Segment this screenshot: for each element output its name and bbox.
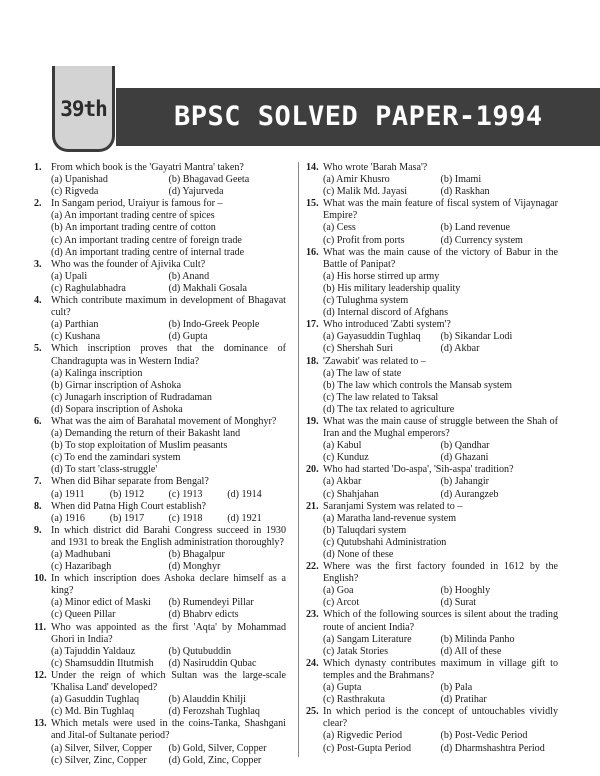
answer-options	[323, 476, 558, 500]
answer-option: (d) Ferozshah Tughlaq	[168, 706, 260, 718]
answer-option: (a) Kabul	[323, 440, 362, 452]
answer-option: (a) Parthian	[51, 319, 99, 331]
question-item	[306, 464, 558, 500]
answer-option: (c) 1918	[168, 512, 203, 524]
answer-option: (b) Qandhar	[440, 440, 490, 452]
answer-option: (d) Gold, Zinc, Copper	[168, 754, 262, 766]
answer-options	[323, 368, 558, 416]
answer-option: (a) Silver, Silver, Copper	[51, 742, 152, 754]
answer-options	[323, 271, 558, 319]
question-text: Which of the following sources is silent about the trading route of ancient India?	[323, 609, 558, 633]
answer-option: (c) Tulughma system	[323, 295, 409, 307]
question-text: What was the aim of Barahatal movement of Monghyr?	[51, 415, 277, 427]
answer-option: (d) Aurangzeb	[440, 488, 499, 500]
answer-options	[323, 585, 558, 609]
question-text: In which inscription does Ashoka declare himself as a king?	[51, 573, 286, 597]
answer-option: (c) Raghulabhadra	[51, 282, 126, 294]
answer-option: (c) Shahjahan	[323, 488, 379, 500]
answer-option: (c) Rigveda	[51, 186, 99, 198]
question-item	[34, 162, 286, 198]
answer-options	[51, 549, 286, 573]
question-text: Who wrote 'Barah Masa'?	[323, 162, 428, 173]
answer-options	[323, 440, 558, 464]
answer-options	[323, 730, 558, 754]
question-item	[34, 476, 286, 500]
question-text: Which dynasty contributes maximum in village gift to temples and the Brahmans?	[323, 657, 558, 681]
answer-option: (b) Gold, Silver, Copper	[168, 742, 267, 754]
answer-options	[51, 646, 286, 670]
answer-option: (c) Hazaribagh	[51, 561, 112, 573]
question-number: 19.	[306, 415, 319, 427]
answer-options	[51, 597, 286, 621]
question-number: 22.	[306, 561, 319, 573]
answer-option: (b) Bhagalpur	[168, 549, 225, 560]
answer-options	[51, 271, 286, 295]
question-item	[34, 670, 286, 718]
answer-option: (d) An important trading centre of internal trade	[51, 246, 245, 258]
answer-options	[51, 743, 286, 767]
answer-options	[51, 428, 286, 476]
question-number: 4.	[34, 295, 42, 307]
answer-option: (a) Upali	[51, 270, 88, 282]
question-item	[306, 658, 558, 706]
answer-option: (a) Gupta	[323, 682, 362, 694]
question-item	[34, 198, 286, 258]
answer-option: (b) His military leadership quality	[323, 282, 461, 294]
answer-option: (b) 1912	[109, 488, 145, 500]
left-question-column	[34, 162, 286, 767]
question-text: Saranjami System was related to –	[323, 500, 463, 512]
question-item	[34, 622, 286, 670]
answer-option: (b) Rumendeyi Pillar	[168, 597, 254, 609]
question-text: Which inscription proves that the dominance of Chandragupta was in Western India?	[51, 343, 286, 367]
answer-option: (d) To start 'class-struggle'	[51, 464, 158, 476]
answer-option: (c) Silver, Zinc, Copper	[51, 754, 147, 766]
answer-option: (c) An important trading centre of foreign trade	[51, 234, 242, 246]
question-text: What was the main feature of fiscal system of Vijaynagar Empire?	[323, 198, 558, 222]
answer-option: (d) 1921	[227, 512, 262, 524]
answer-option: (c) Arcot	[323, 597, 360, 609]
answer-option: (b) Sikandar Lodi	[440, 331, 513, 343]
answer-option: (a) Madhubani	[51, 549, 111, 560]
answer-options	[323, 222, 558, 246]
answer-option: (c) To end the zamindari system	[51, 452, 181, 464]
question-number: 2.	[34, 198, 42, 210]
question-item	[34, 573, 286, 621]
answer-option: (b) Anand	[168, 270, 210, 282]
question-number: 9.	[34, 524, 42, 536]
question-number: 10.	[34, 573, 47, 585]
question-number: 15.	[306, 198, 319, 210]
question-item	[306, 561, 558, 609]
answer-option: (d) Akbar	[440, 343, 480, 355]
answer-option: (a) Goa	[323, 585, 354, 597]
answer-option: (b) Taluqdari system	[323, 524, 407, 536]
question-item	[306, 247, 558, 320]
answer-option: (d) The tax related to agriculture	[323, 403, 455, 415]
answer-option: (d) Dharmshashtra Period	[440, 742, 545, 754]
answer-option: (d) Ghazani	[440, 452, 489, 464]
question-item	[34, 525, 286, 573]
answer-option: (c) Shershah Suri	[323, 343, 394, 355]
question-text: Who was appointed as the first 'Aqta' by Mohammad Ghori in India?	[51, 621, 286, 645]
answer-option: (b) An important trading centre of cotton	[51, 222, 216, 234]
question-text: Where was the first factory founded in 1612 by the English?	[323, 561, 558, 585]
answer-options	[323, 331, 558, 355]
question-text: What was the main cause of the victory of Babur in the Battle of Panipat?	[323, 246, 558, 270]
question-number: 1.	[34, 162, 42, 173]
answer-options	[51, 694, 286, 718]
answer-option: (b) Indo-Greek People	[168, 319, 260, 331]
answer-option: (c) Jatak Stories	[323, 645, 389, 657]
answer-option: (d) Internal discord of Afghans	[323, 307, 449, 319]
answer-option: (a) Gayasuddin Tughlaq	[323, 331, 421, 343]
answer-option: (b) Bhagavad Geeta	[168, 174, 250, 186]
answer-option: (b) Milinda Panho	[440, 633, 515, 645]
question-number: 25.	[306, 706, 319, 718]
question-text: In which district did Barahi Congress succeed in 1930 and 1931 to break the English administration thoroughly?	[51, 524, 286, 548]
answer-option: (c) The law related to Taksal	[323, 391, 439, 403]
answer-option: (a) 1916	[51, 512, 85, 524]
answer-options	[323, 682, 558, 706]
answer-option: (d) None of these	[323, 549, 394, 560]
answer-option: (a) Tajuddin Yaldauz	[51, 645, 136, 657]
answer-option: (b) Post-Vedic Period	[440, 730, 528, 742]
answer-option: (d) Nasiruddin Qubac	[168, 657, 257, 669]
answer-option: (a) Cess	[323, 222, 356, 234]
question-item	[34, 416, 286, 476]
title-banner	[116, 88, 600, 146]
answer-option: (b) Land revenue	[440, 222, 510, 234]
answer-option: (a) Demanding the return of their Bakasht land	[51, 428, 241, 440]
question-item	[34, 259, 286, 295]
answer-options	[51, 513, 286, 525]
answer-option: (a) Rigvedic Period	[323, 730, 403, 742]
question-item	[34, 295, 286, 343]
question-number: 13.	[34, 718, 47, 730]
answer-option: (d) Yajurveda	[168, 186, 224, 198]
question-number: 21.	[306, 500, 319, 512]
answer-option: (a) Sangam Literature	[323, 633, 412, 645]
question-item	[306, 319, 558, 355]
answer-option: (b) 1917	[109, 512, 145, 524]
answer-option: (d) Bhabrv edicts	[168, 609, 239, 621]
answer-options	[51, 174, 286, 198]
answer-option: (d) Currency system	[440, 234, 523, 246]
answer-option: (c) Profit from ports	[323, 234, 405, 246]
question-number: 6.	[34, 415, 42, 427]
answer-options	[323, 513, 558, 561]
question-text: When did Patna High Court establish?	[51, 500, 207, 512]
question-number: 16.	[306, 246, 319, 258]
answer-option: (a) Gasuddin Tughlaq	[51, 694, 140, 706]
answer-option: (b) Alauddin Khilji	[168, 694, 246, 706]
question-number: 23.	[306, 609, 319, 621]
answer-options	[51, 368, 286, 416]
question-number: 24.	[306, 657, 319, 669]
answer-option: (a) Akbar	[323, 476, 362, 488]
answer-option: (a) Amir Khusro	[323, 174, 390, 186]
answer-option: (a) Maratha land-revenue system	[323, 512, 457, 524]
question-item	[34, 501, 286, 525]
answer-option: (c) Queen Pillar	[51, 609, 116, 621]
answer-option: (c) Post-Gupta Period	[323, 742, 412, 754]
answer-option: (a) 1911	[51, 488, 85, 500]
answer-option: (d) Gupta	[168, 331, 208, 343]
answer-option: (c) Junagarh inscription of Rudradaman	[51, 391, 212, 403]
question-item	[306, 198, 558, 246]
answer-option: (c) Kushana	[51, 331, 101, 343]
answer-option: (b) Girnar inscription of Ashoka	[51, 379, 182, 391]
answer-option: (b) Qutubuddin	[168, 645, 232, 657]
answer-option: (d) Monghyr	[168, 561, 221, 573]
question-item	[306, 501, 558, 561]
question-text: What was the main cause of struggle between the Shah of Iran and the Mughal emperors?	[323, 415, 558, 440]
answer-option: (b) The law which controls the Mansab system	[323, 379, 513, 391]
answer-option: (d) Surat	[440, 597, 477, 609]
answer-option: (c) Shamsuddin Iltutmish	[51, 657, 154, 669]
question-item	[34, 718, 286, 766]
question-number: 14.	[306, 162, 319, 173]
answer-option: (c) 1913	[168, 488, 203, 500]
paper-number-badge	[52, 66, 115, 152]
answer-option: (b) Pala	[440, 682, 473, 694]
answer-option: (d) Raskhan	[440, 186, 490, 198]
question-text: Who was the founder of Ajivika Cult?	[51, 258, 206, 270]
question-item	[306, 416, 558, 464]
question-number: 3.	[34, 258, 42, 270]
question-text: Which contribute maximum in development of Bhagavat cult?	[51, 295, 286, 319]
question-text: In which period is the concept of untouchables vividly clear?	[323, 706, 558, 730]
question-text: Under the reign of which Sultan was the large-scale 'Khalisa Land' developed?	[51, 669, 286, 694]
answer-options	[51, 319, 286, 343]
question-number: 11.	[34, 621, 47, 633]
answer-option: (b) Imami	[440, 174, 482, 186]
question-number: 5.	[34, 343, 42, 355]
answer-option: (b) Hooghly	[440, 585, 491, 597]
answer-option: (d) Makhali Gosala	[168, 282, 247, 294]
answer-option: (a) Kalinga inscription	[51, 367, 143, 379]
answer-option: (c) Kunduz	[323, 452, 369, 464]
question-text: Who had started 'Do-aspa', 'Sih-aspa' tradition?	[323, 464, 514, 476]
question-text: When did Bihar separate from Bengal?	[51, 476, 209, 488]
question-text: Who introduced 'Zabti system'?	[323, 319, 451, 331]
question-number: 12.	[34, 669, 47, 681]
page-title: BPSC SOLVED PAPER-1994	[174, 101, 543, 132]
answer-option: (a) An important trading centre of spices	[51, 210, 215, 222]
answer-options	[51, 210, 286, 258]
question-number: 17.	[306, 319, 319, 331]
question-item	[306, 609, 558, 657]
answer-option: (a) Upanishad	[51, 174, 108, 186]
answer-option: (a) The law of state	[323, 367, 402, 379]
question-item	[306, 706, 558, 754]
paper-number: 39th	[60, 97, 107, 121]
question-text: 'Zawabit' was related to –	[323, 355, 426, 367]
question-text: In Sangam period, Uraiyur is famous for –	[51, 198, 223, 210]
answer-option: (a) His horse stirred up army	[323, 270, 440, 282]
answer-option: (b) Jahangir	[440, 476, 489, 488]
answer-option: (c) Malik Md. Jayasi	[323, 186, 408, 198]
answer-option: (d) Pratihar	[440, 694, 487, 706]
column-divider	[298, 162, 299, 757]
answer-option: (c) Rasthrakuta	[323, 694, 385, 706]
answer-option: (c) Md. Bin Tughlaq	[51, 706, 135, 718]
question-item	[306, 162, 558, 198]
question-text: Which metals were used in the coins-Tanka, Shashgani and Jital-of Sultanate period?	[51, 718, 286, 742]
question-number: 18.	[306, 355, 319, 367]
answer-options	[323, 174, 558, 198]
answer-option: (a) Minor edict of Maski	[51, 597, 151, 609]
answer-option: (c) Qutubshahi Administration	[323, 536, 447, 548]
answer-option: (d) All of these	[440, 645, 502, 657]
answer-option: (b) To stop exploitation of Muslim peasants	[51, 440, 228, 452]
answer-option: (d) 1914	[227, 488, 262, 500]
answer-options	[323, 634, 558, 658]
question-item	[34, 343, 286, 416]
answer-option: (d) Sopara inscription of Ashoka	[51, 403, 183, 415]
question-text: From which book is the 'Gayatri Mantra' taken?	[51, 162, 244, 173]
question-number: 8.	[34, 500, 42, 512]
question-number: 7.	[34, 476, 42, 488]
answer-options	[51, 489, 286, 501]
right-question-column	[306, 162, 558, 755]
question-number: 20.	[306, 464, 319, 476]
question-item	[306, 356, 558, 416]
